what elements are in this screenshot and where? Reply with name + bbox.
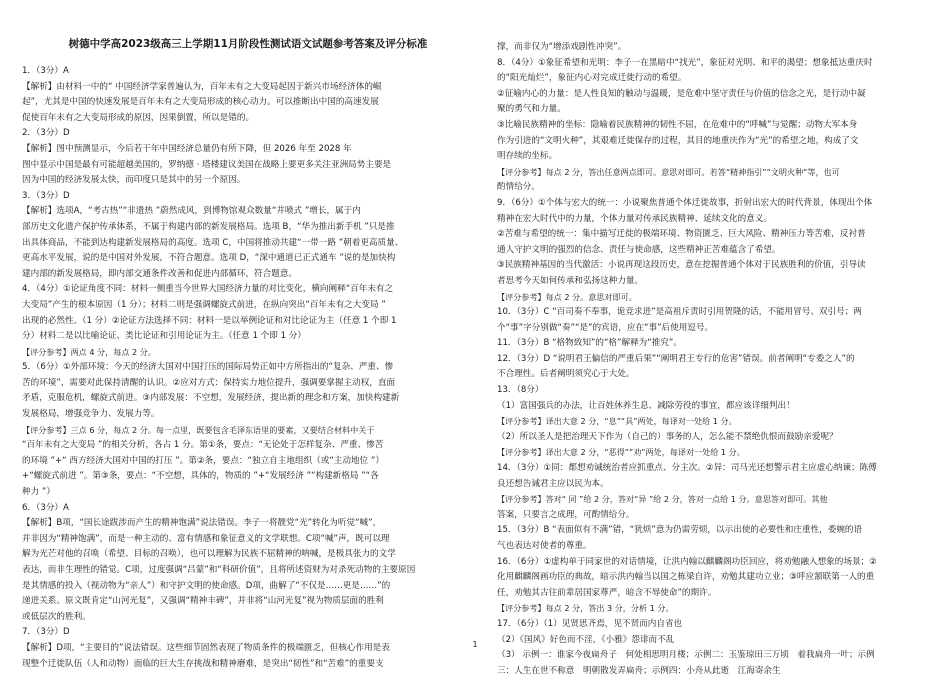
text-line: 【评分参考】两点 4 分，每点 2 分。 [22, 346, 156, 357]
text-line: 【评分参考】每点 2 分，答出 3 分，分析 1 分。 [497, 603, 674, 614]
text-line: 个“事”字分别做“奏”“是”的宾语，应在“事”后使用逗号。 [497, 322, 714, 333]
text-line: 【评分参考】每点 2 分。意思对即可。 [497, 291, 637, 302]
text-line: 6．（3分）A [22, 502, 69, 513]
text-line: 出具体商品，不能到达构建新发展格局的高度。选项 C，中国将推动共建“一带一路 ”朝着更高质量、 [22, 237, 404, 248]
text-line: ②征喻内心的力量：是人性良知的触动与温暖，是危难中坚守责任与价值的信念之光，是行动中凝 [497, 88, 866, 99]
text-line: 现整个迁徙队伍（人和动物）面临的巨大生存挑战和精神磨难，是突出“韧性”和“苦难”的重要支 [22, 658, 384, 669]
text-line: 【解析】B项，“国长途跋涉而产生的精神饱满”说法错误。李子一将靓党“光”转化为听觉“喊”， [22, 518, 382, 529]
text-line: 1．（3分）A [22, 66, 69, 76]
text-line: 作为引进的“文明火种”，其艰难迁徙保存的过程，其目的地重庆作为“光”的希望之地，构成了文 [497, 135, 859, 146]
text-line: 【解析】由材料一中的“ 中国经济学家普遍认为，百年未有之大变局起因于新兴市场经济体的崛 [22, 81, 382, 92]
text-line: 是其情感的投入（视动物为“亲人”）和守护文明的使命感。D项，曲解了“不仅是……更是……”的 [22, 580, 391, 591]
text-line: 或低层次的胜利。 [22, 611, 91, 622]
text-line: 【评分参考】三点 6 分，每点 2 分。每一点里，既要包含毛泽东语里的要素，又要结合材料中关于 [22, 424, 375, 435]
text-line: （2）《国风》好色而不淫，《小雅》怨诽而不乱 [497, 634, 675, 645]
text-line: 不合理性。后者阐明须究心于大处。 [497, 369, 635, 380]
text-line: 5．（6分）①外部环境：今天的经济大国对中国打压的国际局势正如中方所指出的“复杂、严重、惨 [22, 362, 394, 373]
text-line: 出现的必然性。（1 分）②论证方法选择不同：材料一是以举例论证和对比论证为主（任意 1 个即 1 [22, 315, 397, 326]
text-line: 发展格局，增强竞争力、发展力等。 [22, 409, 160, 420]
text-line: 【评分参考】每点 2 分，答出任意两点即可。意思对即可。若答“精神指引”“文明火种”等，也可 [497, 166, 840, 177]
text-line: 【评分参考】答对“ 同 ”给 2 分，答对“异 ”给 2 分，答对一点给 1 分。意思答对即可。其他 [497, 494, 828, 505]
text-line: 12．（3分）D “说明君王偏信的严重后果”“阐明君王专行的危害”错误。前者阐明“专委之人”的 [497, 353, 855, 364]
text-line: 11．（3分）B “格物致知”的“格”解释为“推究”。 [497, 338, 682, 349]
text-line: 分）材料二是以比喻论证、类比论证和引用论证为主。（任意 1 个即 1 分） [22, 331, 306, 342]
page-number: 1 [472, 640, 478, 649]
text-line: 3．（3分）D [22, 190, 70, 201]
text-line: 更高水平发展，说的是中国对外发展，不符合题意。选项 D，“深中通道已正式通车 ”说的是加快构 [22, 253, 396, 264]
text-line: 10．（3分）C “百司奏不奉事，诡竞求进”是高祖斥责时引用贺隆的话，不能用冒号、双引号；两 [497, 307, 862, 318]
text-line: 9．（6分）①个体与宏大的统一：小说聚焦普通个体迁徙故事，折射出宏大的时代背景，体现出个体 [497, 197, 873, 208]
text-line: 【解析】图中预测显示，今后若干年中国经济总量仍有所下降，但 2026 年至 2028 年 [22, 143, 352, 154]
text-line: ③比喻民族精神的坐标：隐喻着民族精神的韧性不屈，在危难中的“呼喊”与觉醒；动物大军本身 [497, 119, 858, 130]
text-line: 种力 ”） [22, 487, 55, 498]
text-line: 答案，只要言之成理，可酌情给分。 [497, 509, 635, 520]
text-line: 14．（3分）①同：都想劝诫统治者应抓重点、分主次。②异：司马光还想警示君主应虚心纳谏；陈傅 [497, 463, 877, 474]
text-line: 13．（8分） [497, 385, 544, 396]
text-line: ③民族精神基因的当代激活：小说再现这段历史，意在挖掘普通个体对于民族胜利的价值，引导读 [497, 260, 866, 271]
text-line: 17．（6分）（1）见贤思齐焉，见不贤而内自省也 [497, 618, 683, 629]
text-line: 【评分参考】译出大意 2 分，“恶得”“劝”两处，每译对一处给 1 分。 [497, 447, 745, 458]
text-line: 聚的勇气和力量。 [497, 104, 566, 115]
document-title: 树德中学高2023级高三上学期11月阶段性测试语文试题参考答案及评分标准 [68, 38, 428, 50]
text-line: 【评分参考】译出大意 2 分，“息”“具”两处，每译对一处给 1 分。 [497, 416, 737, 427]
text-line: 任，劝勉其古往前辈居国家尊严，暗含不辱使命”的期许。 [497, 587, 717, 598]
text-line: 撑，而非仅为“增添戏剧性冲突”。 [497, 42, 627, 52]
text-line: 起”，尤其是中国的快速发展是百年未有之大变局形成的核心动力。可以推断出中国的高速发展 [22, 97, 379, 108]
text-line: 2．（3分）D [22, 128, 70, 139]
text-line: 三：人生在世不称意 明朝散发弄扁舟；示例四：小舟从此逝 江海寄余生 [497, 665, 781, 676]
text-line: 的“阳光灿烂”，象征内心对完成迁徙行动的希望。 [497, 73, 687, 84]
text-line: 者思考今天如何传承和弘扬这种力量。 [497, 275, 644, 286]
text-line: 矛盾，克服危机，螺旋式前进。③内部发展：不空想，发展经济，提出新的理念和方案，加快构建新 [22, 393, 400, 404]
text-line: “百年未有之大变局 ”的相关分析，各占 1 分。第①条，要点：“无论处于怎样复杂、严重、惨苦 [22, 440, 384, 451]
text-line: 明存续的坐标。 [497, 151, 558, 162]
text-line: 苦的环境”，需要对此保持清醒的认识。②应对方式：保持实力地位提升，强调要掌握主动权，直面 [22, 377, 396, 388]
text-line: 递进关系。原文既肯定“山河光复”，又强调“精神丰碑”，并非将“山河光复”视为物质层面的胜利 [22, 596, 384, 607]
text-line: 良还想告诫君主应以民为本。 [497, 478, 609, 489]
text-line: （3） 示例一：谁家今夜扁舟子 何处相思明月楼；示例二：玉鉴琼田三万顷 着我扁舟一叶；示例 [497, 650, 875, 661]
text-line: 16．（6分）①虚构单于同家世的对话情境，让洪内翰以麒麟阁功臣回应，将劝勉融入想象的场景；② [497, 556, 877, 567]
text-line: 【解析】D项，“主要目的”说法错误。这些细节固然表现了物质条件的极端匮乏，但核心作用是表 [22, 642, 390, 653]
text-line: 解为光芒对他的召唤（希望、目标的召唤），也可以理解为民族不屈精神的呐喊，是极具张力的文学 [22, 549, 396, 560]
text-line: 精神在宏大时代中的力量，个体力量对传承民族精神、延续文化的意义。 [497, 213, 773, 224]
text-line: 的环境 ”+“ 西方经济大国对中国的打压 ”。第②条，要点：“独立自主地组织（或“主动地位 ”） [22, 455, 384, 466]
text-line: +“螺旋式前进 ”。第③条，要点：“不空想，具体的，物质的 ”+“发展经济 ”“构建新格局 ”“各 [22, 471, 379, 482]
text-line: 促使百年未有之大变局形成的原因，因果倒置，所以是错的。 [22, 112, 255, 123]
text-line: 7．（3分）D [22, 627, 70, 638]
text-line: 15．（3分）B “表面似有不满”错，“犹烦”意为仍需劳烦，以示出使的必要性和庄重性，委婉的语 [497, 525, 863, 536]
text-line: 图中显示中国是最有可能超越美国的，罗纳德 · 塔楼建议美国在战略上要更多关注亚洲局势主要是 [22, 159, 392, 170]
text-line: 【解析】选项A，“考古热”“非遗热 ”蔚然成风，到博物馆观众数量“井喷式 ”增长，属于内 [22, 206, 361, 217]
text-line: 4．（4分）①论证角度不同：材料一侧重当今世界大国经济力量的对比变化，横向阐释“百年未有之 [22, 284, 394, 295]
text-line: 表达，而非生理性的错觉。C项，过度强调“吕蒙”和“科研价值”，且将所述资财为对杀死动物的主要原因 [22, 565, 416, 575]
text-line: 大变局”产生的根本原因（1 分）；材料二则是强调螺旋式前进，在纵向突出“百年未有之大变局 ” [22, 299, 386, 310]
text-line: 因为中国的经济发展太快，而印度只是其中的另一个原因。 [22, 175, 246, 186]
text-line: 建内部的新发展格局，即内部交通条件改善和促进内部循环，符合题意。 [22, 268, 298, 279]
text-line: 并非因为“精神饱满”，而是一种主动的、富有情感和象征意义的文学联想。C项“喊”声，既可以理 [22, 533, 390, 544]
text-line: 通人守护文明的强烈的信念、责任与使命感，这些精神正苦难蕴含了希望。 [497, 244, 781, 255]
right-column [497, 40, 949, 676]
text-line: 气也表达对使者的尊重。 [497, 541, 592, 551]
text-line: （2）所以圣人是把治理天下作为（自己的）事务的人，怎么能不禁绝仇恨而鼓励亲爱呢？ [497, 431, 838, 442]
text-line: ②苦难与希望的统一：集中描写迁徙的极端环境、物资匮乏、巨大风险、精神压力等苦难，反衬普 [497, 229, 866, 240]
left-column [22, 64, 474, 669]
text-line: （1）富国强兵的办法，让百姓休养生息、减除劳役的事宜，都应该详细判出！ [497, 400, 795, 411]
text-line: 8．（4分）①象征希望和光明：李子一在黑暗中“找光”，象征对光明、和平的渴望；想象抵达重庆时 [497, 57, 873, 68]
text-line: 部历史文化遗产保护传承体系，不属于构建内部的新发展格局。选项 B，“华为推出新手机 ”只是推 [22, 221, 395, 232]
text-line: 酌情给分。 [497, 182, 540, 193]
text-line: 化用麒麟阁画功臣的典故，暗示洪内翰当以国之栋梁自许，劝勉其建功立业；③呼应颔联第一人的重 [497, 572, 875, 583]
